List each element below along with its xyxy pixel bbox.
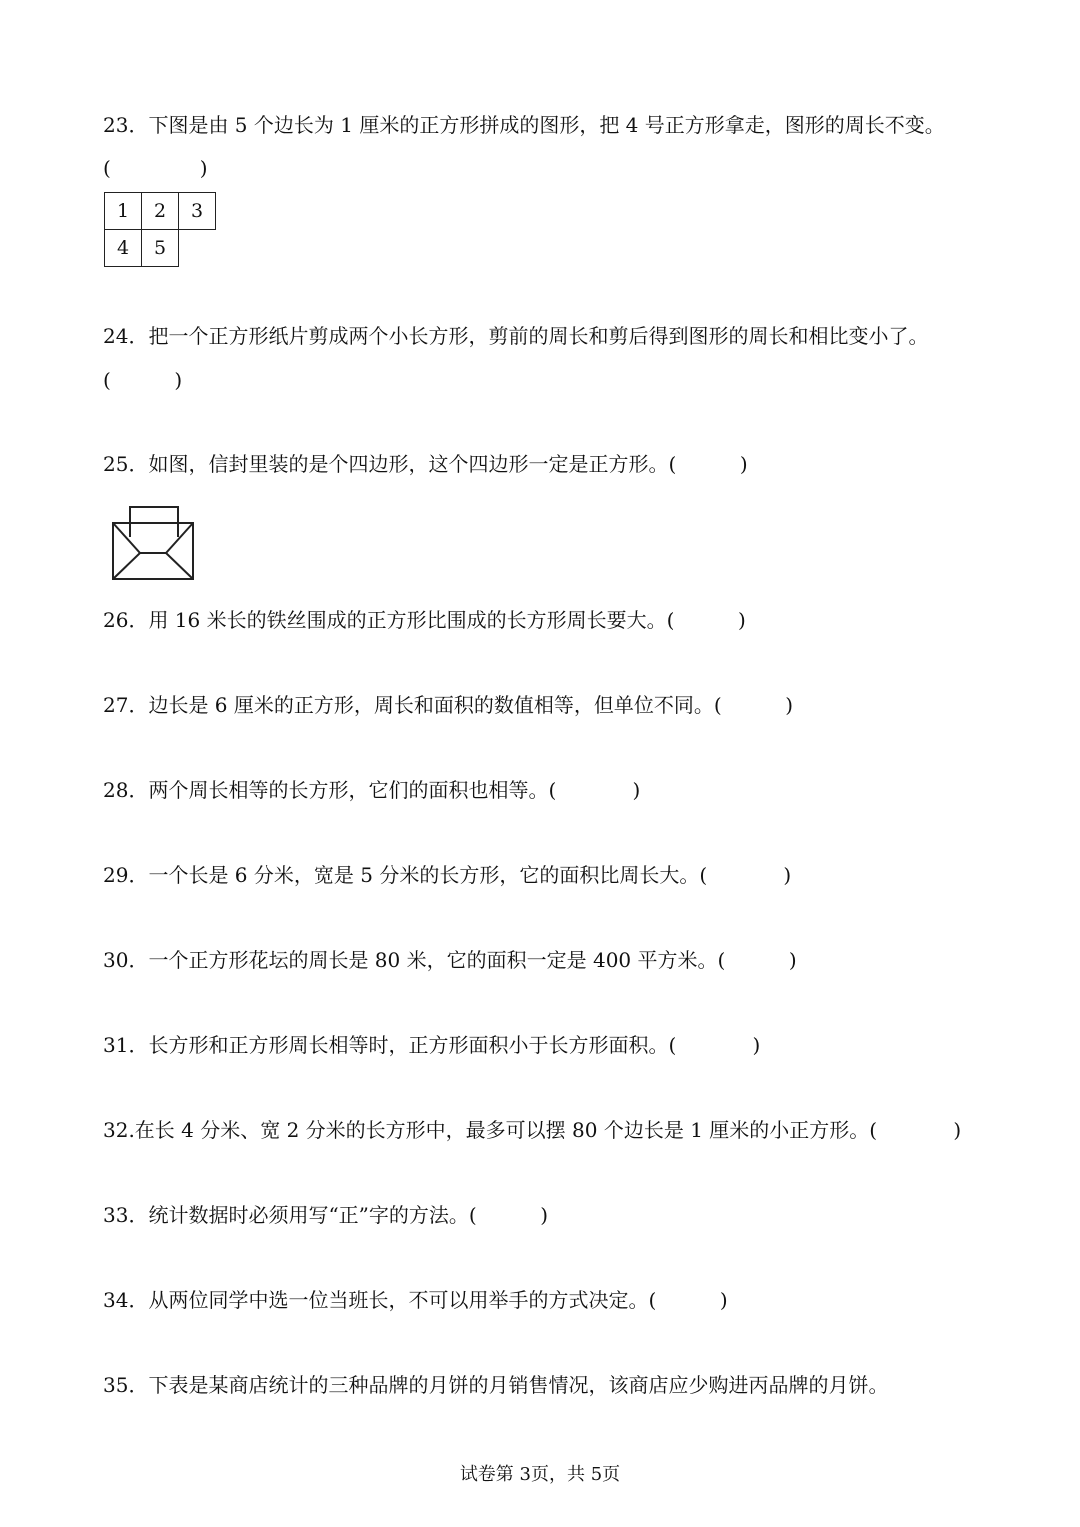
square-3: 3: [178, 192, 216, 230]
question-23-answer-blank[interactable]: ( ): [103, 156, 208, 180]
question-34-text[interactable]: 34．从两位同学中选一位当班长，不可以用举手的方式决定。( ): [103, 1288, 728, 1312]
question-33-text[interactable]: 33．统计数据时必须用写“正”字的方法。( ): [103, 1203, 549, 1227]
question-31-text[interactable]: 31．长方形和正方形周长相等时，正方形面积小于长方形面积。( ): [103, 1033, 761, 1057]
question-32-text[interactable]: 32.在长 4 分米、宽 2 分米的长方形中，最多可以摆 80 个边长是 1 厘米的小正方形。( ): [103, 1118, 962, 1142]
question-23-text: 23．下图是由 5 个边长为 1 厘米的正方形拼成的图形，把 4 号正方形拿走，图形的周长不变。: [103, 113, 945, 137]
question-24-answer-blank[interactable]: ( ): [103, 368, 183, 392]
question-26-text[interactable]: 26．用 16 米长的铁丝围成的正方形比围成的长方形周长要大。( ): [103, 608, 746, 632]
page-footer: 试卷第 3页，共 5页: [459, 1464, 621, 1485]
square-grid-figure: [104, 192, 220, 268]
question-35-text: 35．下表是某商店统计的三种品牌的月饼的月销售情况，该商店应少购进丙品牌的月饼。: [103, 1373, 889, 1397]
envelope-figure: [110, 505, 196, 581]
square-1: 1: [104, 192, 142, 230]
square-4: 4: [104, 229, 142, 267]
question-28-text[interactable]: 28．两个周长相等的长方形，它们的面积也相等。( ): [103, 778, 641, 802]
square-5: 5: [141, 229, 179, 267]
question-29-text[interactable]: 29．一个长是 6 分米，宽是 5 分米的长方形，它的面积比周长大。( ): [103, 863, 792, 887]
question-24-text: 24．把一个正方形纸片剪成两个小长方形，剪前的周长和剪后得到图形的周长和相比变小了。: [103, 324, 929, 348]
question-25-text[interactable]: 25．如图，信封里装的是个四边形，这个四边形一定是正方形。( ): [103, 452, 748, 476]
square-2: 2: [141, 192, 179, 230]
question-27-text[interactable]: 27．边长是 6 厘米的正方形，周长和面积的数值相等，但单位不同。( ): [103, 693, 794, 717]
question-30-text[interactable]: 30．一个正方形花坛的周长是 80 米，它的面积一定是 400 平方米。( ): [103, 948, 797, 972]
